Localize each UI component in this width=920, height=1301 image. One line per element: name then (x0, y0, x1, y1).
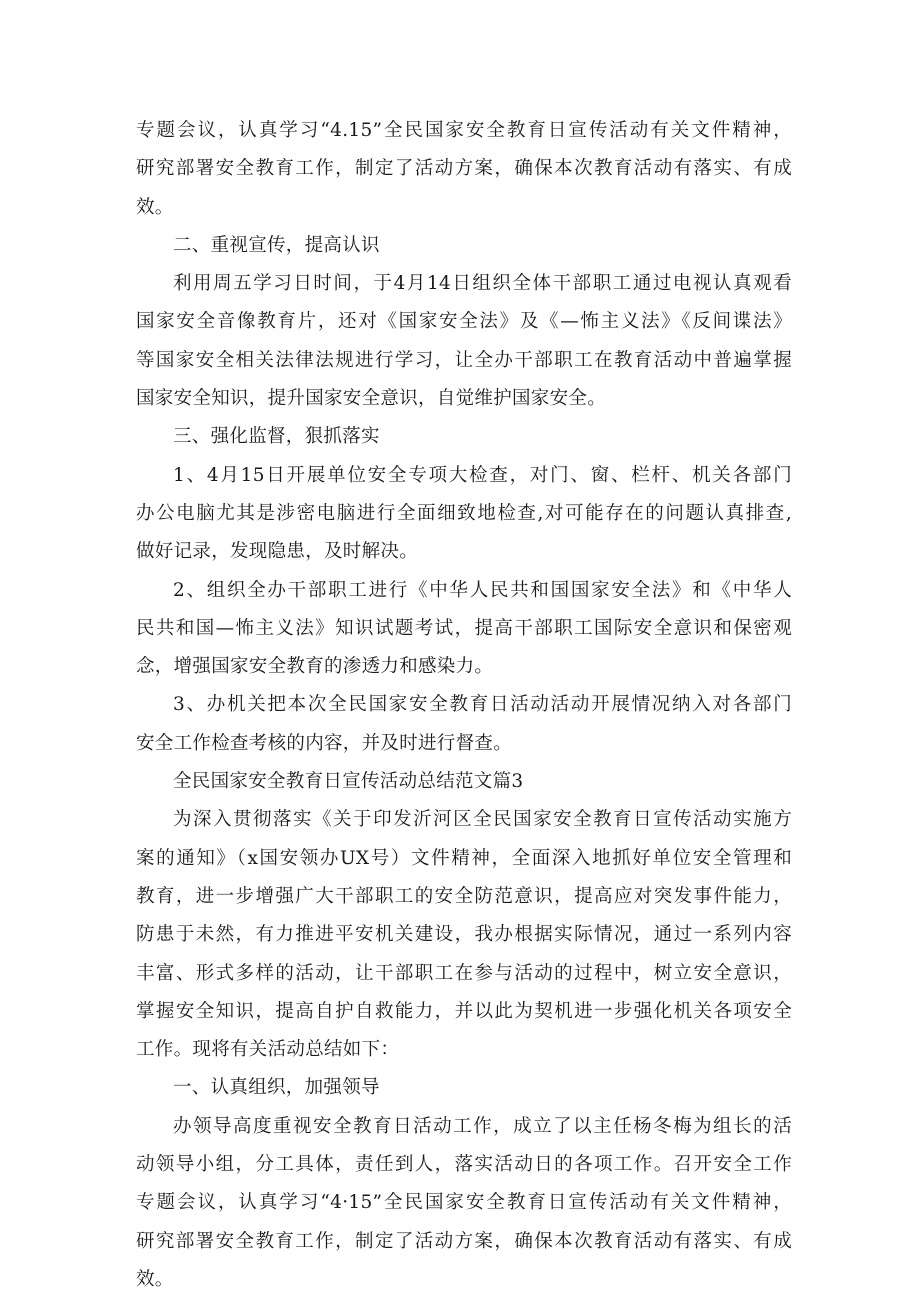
text-line: 案的通知》（x国安领办UX号）文件精神，全面深入地抓好单位安全管理和 (136, 847, 792, 869)
text-line: 专题会议，认真学习“4.15”全民国家安全教育日宣传活动有关文件精神， (136, 120, 792, 141)
text-line: 1、4月15日开展单位安全专项大检查，对门、窗、栏杆、机关各部门 (173, 464, 792, 486)
text-line: 掌握安全知识，提高自护自救能力，并以此为契机进一步强化机关各项安全 (136, 1000, 792, 1022)
text-line: 效。 (136, 1268, 174, 1290)
text-line: 国家安全知识，提升国家安全意识，自觉维护国家安全。 (136, 388, 607, 410)
text-line: 专题会议，认真学习“4·15”全民国家安全教育日宣传活动有关文件精神， (136, 1192, 792, 1214)
text-line: 为深入贯彻落实《关于印发沂河区全民国家安全教育日宣传活动实施方 (173, 809, 792, 831)
text-line: 办公电脑尤其是涉密电脑进行全面细致地检查,对可能存在的问题认真排查, (136, 502, 792, 524)
text-line: 全民国家安全教育日宣传活动总结范文篇3 (173, 771, 524, 793)
text-line: 利用周五学习日时间，于4月14日组织全体干部职工通过电视认真观看 (173, 273, 792, 295)
text-line: 研究部署安全教育工作，制定了活动方案，确保本次教育活动有落实、有成 (136, 158, 792, 180)
document-body (136, 112, 792, 1299)
text-line: 动领导小组，分工具体，责任到人，落实活动日的各项工作。召开安全工作 (136, 1154, 792, 1176)
text-line: 民共和国—怖主义法》知识试题考试，提高干部职工国际安全意识和保密观 (136, 617, 792, 639)
text-line: 做好记录，发现隐患，及时解决。 (136, 541, 419, 563)
text-line: 三、强化监督，狠抓落实 (173, 426, 380, 448)
text-line: 2、组织全办干部职工进行《中华人民共和国国家安全法》和《中华人 (173, 579, 792, 601)
text-line: 丰富、形式多样的活动，让干部职工在参与活动的过程中，树立安全意识， (136, 962, 792, 984)
text-line: 安全工作检查考核的内容，并及时进行督查。 (136, 732, 513, 754)
text-line: 工作。现将有关活动总结如下： (136, 1039, 400, 1061)
text-line: 国家安全音像教育片，还对《国家安全法》及《—怖主义法》《反间谍法》 (136, 311, 792, 333)
text-line: 念，增强国家安全教育的渗透力和感染力。 (136, 656, 494, 678)
text-line: 办领导高度重视安全教育日活动工作，成立了以主任杨冬梅为组长的活 (173, 1115, 792, 1137)
text-line: 研究部署安全教育工作，制定了活动方案，确保本次教育活动有落实、有成 (136, 1230, 792, 1252)
text-line: 一、认真组织，加强领导 (173, 1077, 380, 1099)
text-line: 防患于未然，有力推进平安机关建设，我办根据实际情况，通过一系列内容 (136, 924, 792, 946)
text-line: 效。 (136, 196, 174, 218)
text-line: 二、重视宣传，提高认识 (173, 234, 380, 256)
text-line: 教育，进一步增强广大干部职工的安全防范意识，提高应对突发事件能力， (136, 885, 792, 907)
text-line: 3、办机关把本次全民国家安全教育日活动活动开展情况纳入对各部门 (173, 694, 792, 716)
text-line: 等国家安全相关法律法规进行学习，让全办干部职工在教育活动中普遍掌握 (136, 349, 792, 371)
